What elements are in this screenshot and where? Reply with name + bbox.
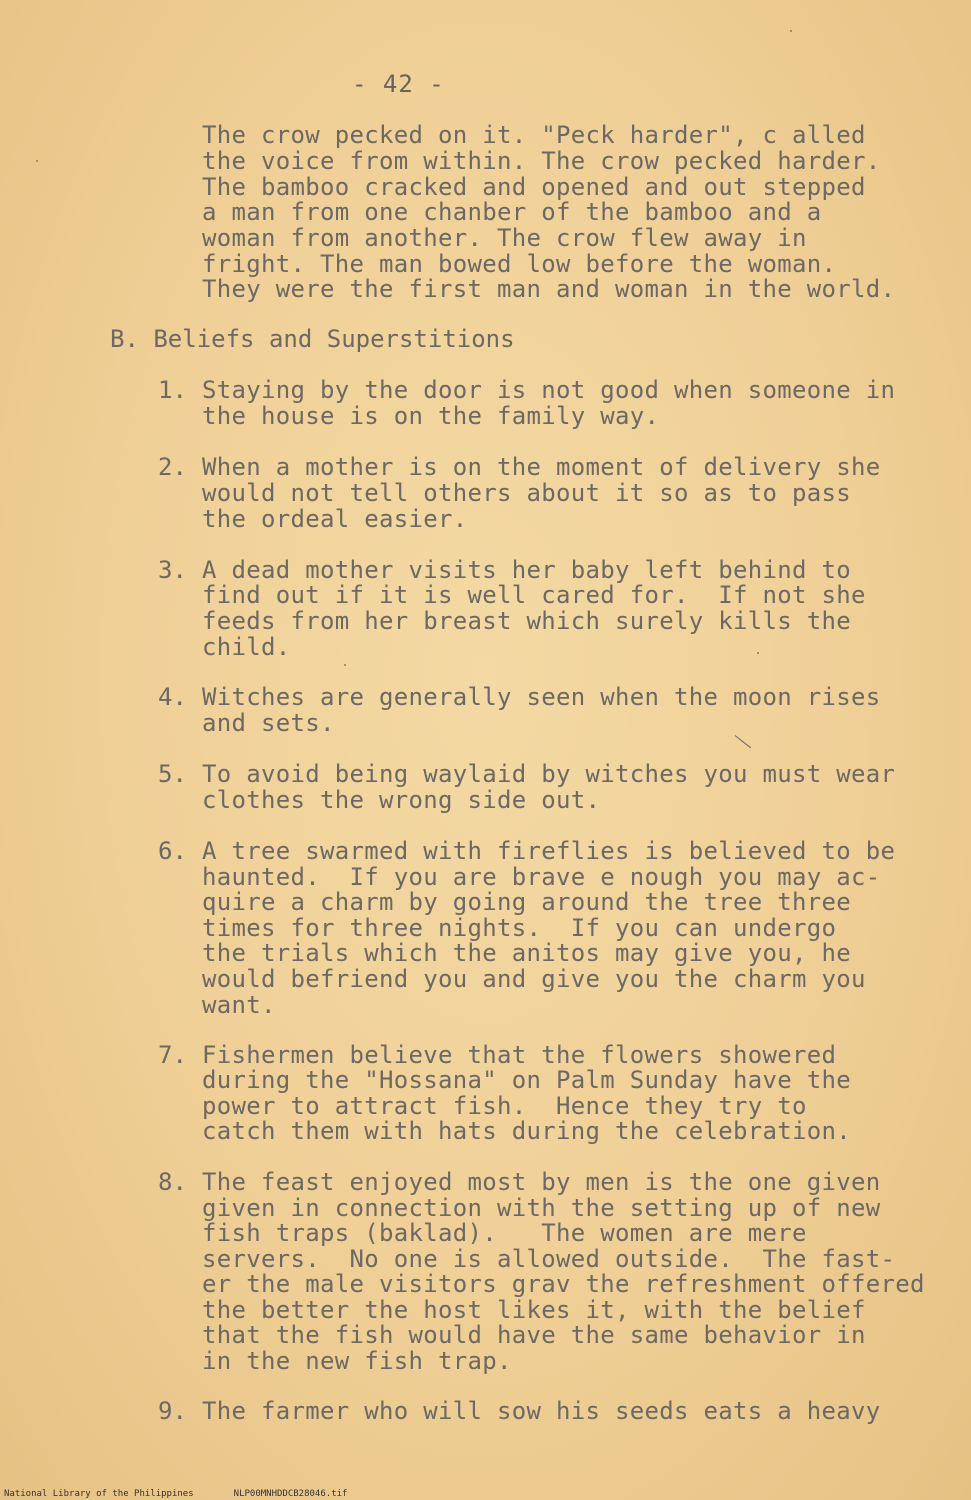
scan-footer	[4, 1489, 387, 1499]
belief-number: 3.	[158, 556, 187, 584]
paper-speck	[790, 30, 792, 32]
section-heading: B. Beliefs and Superstitions	[110, 325, 515, 353]
story-line: a man from one chanber of the bamboo and a	[202, 198, 822, 226]
belief-number: 4.	[158, 683, 187, 711]
belief-line: in the new fish trap.	[202, 1347, 512, 1375]
story-line: woman from another. The crow flew away in	[202, 224, 807, 252]
story-line: The bamboo cracked and opened and out stepped	[202, 173, 866, 201]
belief-line: times for three nights. If you can undergo	[202, 914, 837, 942]
belief-line: the ordeal easier.	[202, 505, 468, 533]
story-line: They were the first man and woman in the world.	[202, 275, 896, 303]
belief-line: the better the host likes it, with the belief	[202, 1296, 866, 1324]
belief-line: Fishermen believe that the flowers showered	[202, 1041, 837, 1069]
belief-line: find out if it is well cared for. If not she	[202, 581, 866, 609]
page-number: - 42 -	[352, 70, 445, 98]
belief-line: given in connection with the setting up of new	[202, 1194, 881, 1222]
belief-line: child.	[202, 633, 291, 661]
belief-line: and sets.	[202, 709, 335, 737]
belief-line: catch them with hats during the celebration.	[202, 1117, 851, 1145]
belief-line: quire a charm by going around the tree three	[202, 888, 851, 916]
belief-line: A tree swarmed with fireflies is believed to be	[202, 837, 896, 865]
belief-line: would not tell others about it so as to pass	[202, 479, 851, 507]
belief-line: haunted. If you are brave e nough you may ac-	[202, 863, 881, 891]
belief-number: 5.	[158, 760, 187, 788]
belief-line: power to attract fish. Hence they try to	[202, 1092, 807, 1120]
paper-speck	[344, 664, 346, 666]
belief-line: fish traps (baklad). The women are mere	[202, 1219, 807, 1247]
pen-mark	[735, 735, 751, 748]
belief-line: would befriend you and give you the charm you	[202, 965, 866, 993]
belief-line: clothes the wrong side out.	[202, 786, 601, 814]
belief-line: When a mother is on the moment of delivery she	[202, 453, 881, 481]
belief-line: the trials which the anitos may give you, he	[202, 939, 851, 967]
paper-speck	[757, 652, 759, 654]
footer-file: NLP00MNHDDCB28046.tif	[233, 1489, 348, 1499]
belief-line: during the "Hossana" on Palm Sunday have the	[202, 1066, 851, 1094]
belief-line: the house is on the family way.	[202, 402, 660, 430]
belief-line: The farmer who will sow his seeds eats a heavy	[202, 1397, 881, 1425]
belief-number: 9.	[158, 1397, 187, 1425]
belief-line: that the fish would have the same behavior in	[202, 1321, 866, 1349]
belief-number: 7.	[158, 1041, 187, 1069]
story-line: the voice from within. The crow pecked harder.	[202, 147, 881, 175]
belief-line: feeds from her breast which surely kills the	[202, 607, 851, 635]
story-line: fright. The man bowed low before the woman.	[202, 250, 837, 278]
belief-number: 6.	[158, 837, 187, 865]
belief-line: To avoid being waylaid by witches you must wear	[202, 760, 896, 788]
footer-library: National Library of the Philippines	[4, 1489, 194, 1499]
paper-speck	[36, 160, 38, 162]
belief-line: er the male visitors grav the refreshment offered	[202, 1270, 925, 1298]
belief-number: 2.	[158, 453, 187, 481]
belief-line: Witches are generally seen when the moon rises	[202, 683, 881, 711]
belief-line: servers. No one is allowed outside. The fast-	[202, 1245, 896, 1273]
belief-line: The feast enjoyed most by men is the one given	[202, 1168, 881, 1196]
belief-line: Staying by the door is not good when someone in	[202, 376, 896, 404]
belief-line: A dead mother visits her baby left behind to	[202, 556, 851, 584]
belief-number: 1.	[158, 376, 187, 404]
belief-line: want.	[202, 991, 276, 1019]
belief-number: 8.	[158, 1168, 187, 1196]
story-line: The crow pecked on it. "Peck harder", c alled	[202, 121, 866, 149]
